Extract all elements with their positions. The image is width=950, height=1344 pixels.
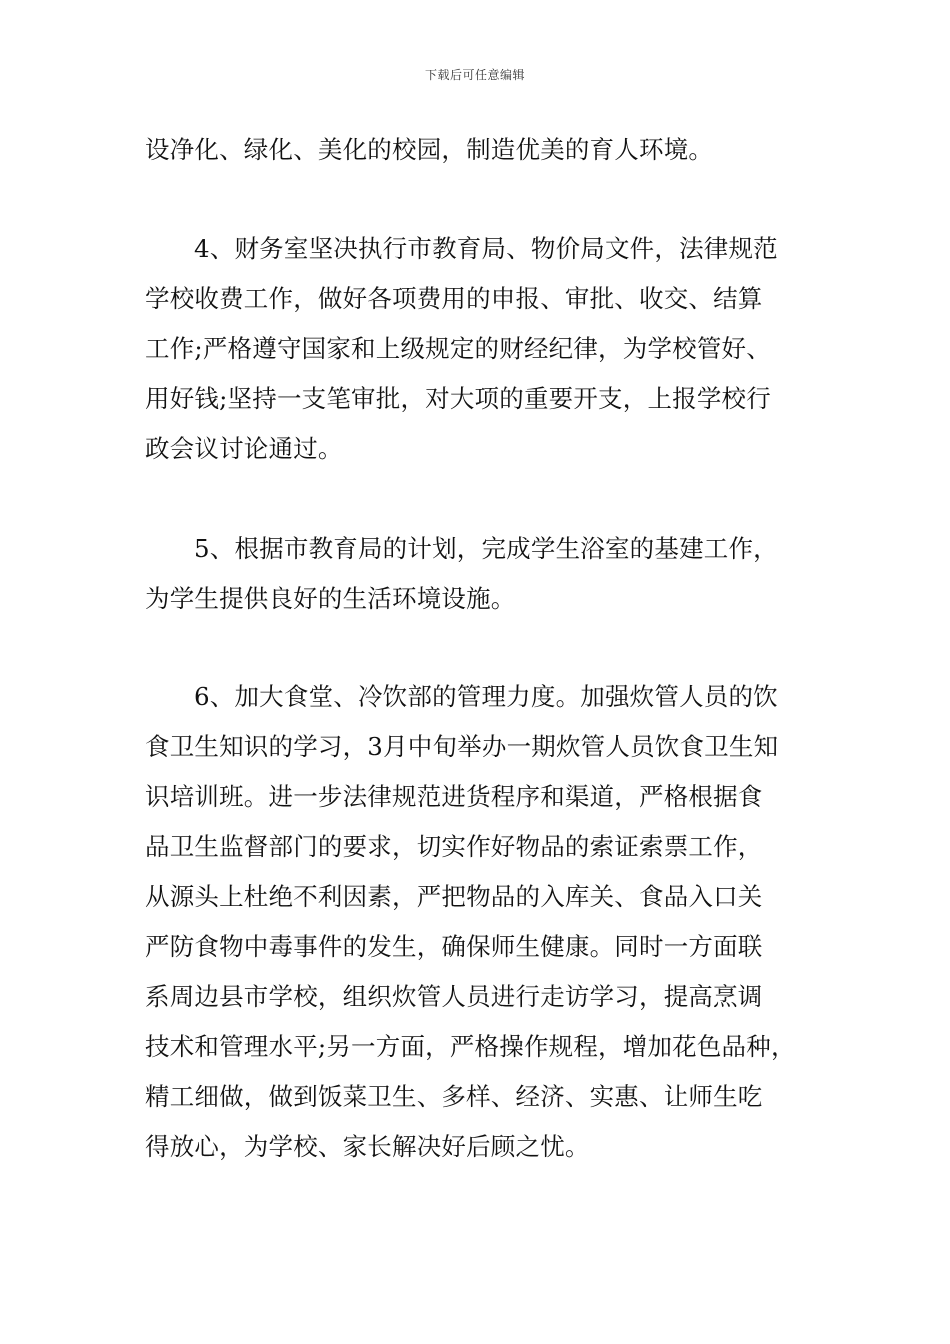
paragraph-line: 食卫生知识的学习，3月中旬举办一期炊管人员饮食卫生知 bbox=[145, 732, 779, 761]
paragraph-line: 工作;严格遵守国家和上级规定的财经纪律，为学校管好、 bbox=[145, 334, 771, 363]
paragraph-line: 6、加大食堂、冷饮部的管理力度。加强炊管人员的饮 bbox=[194, 682, 778, 711]
paragraph-line: 品卫生监督部门的要求，切实作好物品的索证索票工作， bbox=[145, 832, 763, 861]
paragraph-line: 技术和管理水平;另一方面，严格操作规程，增加花色品种， bbox=[145, 1032, 796, 1061]
paragraph-line: 识培训班。进一步法律规范进货程序和渠道，严格根据食 bbox=[145, 782, 763, 811]
header-note: 下载后可任意编辑 bbox=[424, 68, 525, 82]
paragraph-line: 系周边县市学校，组织炊管人员进行走访学习，提高烹调 bbox=[145, 982, 763, 1011]
paragraph-line: 用好钱;坚持一支笔审批，对大项的重要开支，上报学校行 bbox=[145, 384, 771, 413]
paragraph-line: 5、根据市教育局的计划，完成学生浴室的基建工作， bbox=[194, 534, 778, 563]
paragraph-line: 严防食物中毒事件的发生，确保师生健康。同时一方面联 bbox=[145, 932, 763, 961]
paragraph-line: 设净化、绿化、美化的校园，制造优美的育人环境。 bbox=[145, 135, 714, 164]
paragraph-line: 4、财务室坚决执行市教育局、物价局文件，法律规范 bbox=[194, 234, 778, 263]
paragraph-line: 精工细做，做到饭菜卫生、多样、经济、实惠、让师生吃 bbox=[145, 1082, 763, 1111]
paragraph-line: 学校收费工作，做好各项费用的申报、审批、收交、结算 bbox=[145, 284, 763, 313]
paragraph-line: 从源头上杜绝不利因素，严把物品的入库关、食品入口关 bbox=[145, 882, 763, 911]
paragraph-line: 政会议讨论通过。 bbox=[145, 434, 343, 463]
paragraph-line: 得放心，为学校、家长解决好后顾之忧。 bbox=[145, 1132, 590, 1161]
paragraph-line: 为学生提供良好的生活环境设施。 bbox=[145, 584, 516, 613]
